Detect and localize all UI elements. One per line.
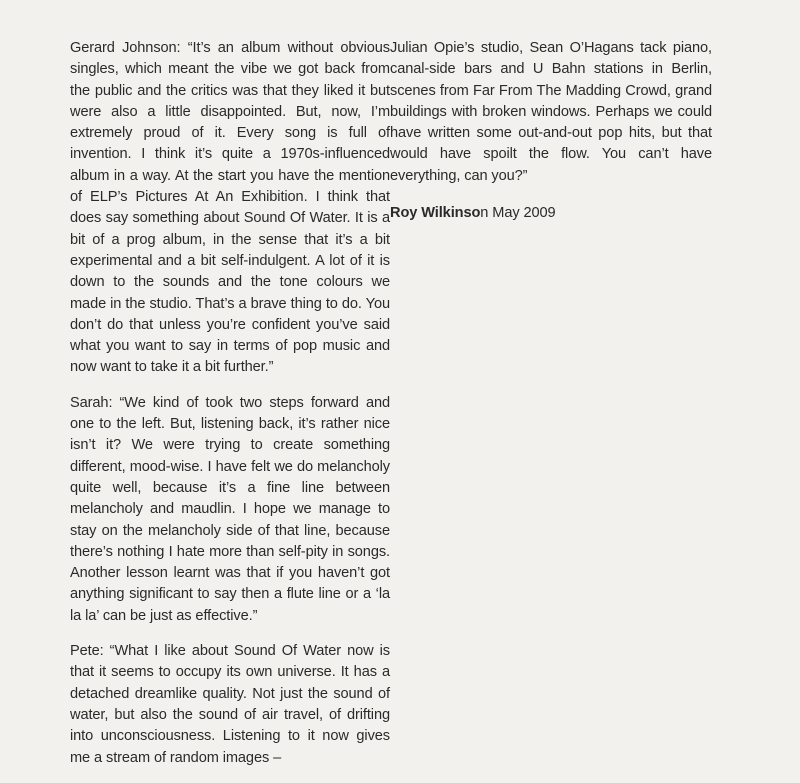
left-column (70, 38, 390, 783)
paragraph-pete: Pete: “What I like about Sound Of Water now is that it seems to occupy its own universe. It has a detached dreamlike quality. Not just the sound of water, but also the sound of air travel, of drifting into unconsciousness. Listening to it now gives me a stream of random images – (70, 643, 390, 766)
paragraph-sarah: Sarah: “We kind of took two steps forward and one to the left. But, listening back, it’s rather nice isn’t it? We were trying to create something different, mood-wise. I have felt we do melancholy quite well, because it’s a fine line between melancholy and maudlin. I hope we manage to stay on the melancholy side of that line, because there’s nothing I hate more than self-pity in songs. Another lesson learnt was that if you haven’t got anything significant to say then a flute line or a ‘la la la’ can be just as effective.” (70, 394, 390, 624)
byline-author: Roy Wilkinso (390, 205, 481, 222)
right-column (390, 38, 712, 224)
paragraph-gerard-johnson: Gerard Johnson: “It’s an album without obvious singles, which meant the vibe we got back from the public and the critics was that they liked it but were also a little disappointed. But, now, I’m extremely proud of it. Every song is full of invention. I think it’s quite a 1970s-influenced album in a way. At the start you have the mention of ELP’s Pictures At An Exhibition. I think that does say something about Sound Of Water. It is a bit of a prog album, in the sense that it’s a bit experimental and a bit self-indulgent. A lot of it is down to the sounds and the tone colours we made in the studio. That’s a brave thing to do. You don’t do that unless you’re confident you’ve said what you want to say in terms of pop music and now want to take it a bit further.” (70, 40, 390, 376)
paragraph-pete-continued: Julian Opie’s studio, Sean O’Hagans tack piano, canal-side bars and U Bahn stations in Berlin, scenes from Far From The Madding Crowd, grand buildings with broken windows. Perhaps we could have written some out-and-out pop hits, but that would have spoilt the flow. You can’t have everything, can you?” (390, 40, 712, 184)
byline (390, 203, 712, 224)
byline-date: n May 2009 (480, 205, 556, 222)
